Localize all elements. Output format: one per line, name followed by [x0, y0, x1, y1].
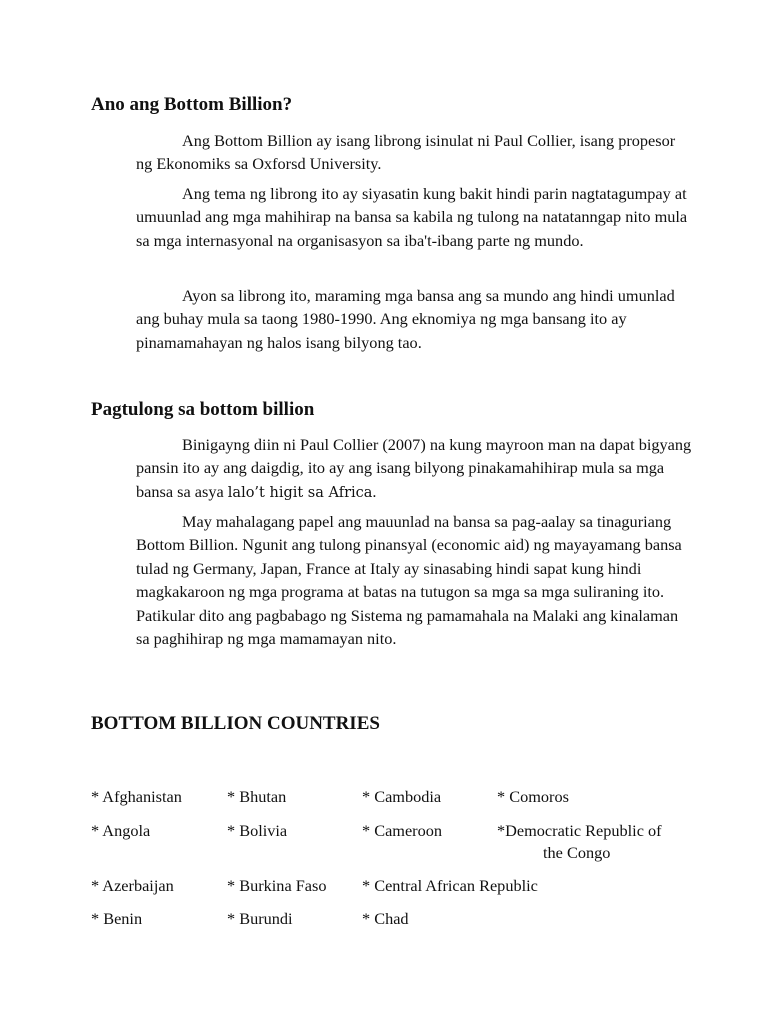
- country-item: * Afghanistan: [91, 787, 182, 806]
- country-item: * Burkina Faso: [227, 876, 327, 895]
- country-line: the Congo: [543, 843, 611, 862]
- paragraph: May mahalagang papel ang mauunlad na bansa sa pag-aalay sa tinaguriang Bottom Billion. Ngunit ang tulong pinansyal (economic aid) ng mayayamang bansa tulad ng Germany, Japan, France at Italy ay sinasabing hindi sapat kung hindi magkakaroon ng mga programa at batas na tutugon sa mga sa mga suliraning ito. Patikular dito ang pagbabago ng Sistema ng pamamahala na Malaki ang kinalaman sa paghihirap ng mga mamamayan nito.: [136, 512, 682, 649]
- paragraph: Ang Bottom Billion ay isang librong isinulat ni Paul Collier, isang propesor ng Ekonomiks sa Oxforsd University.: [136, 131, 676, 174]
- country-item: * Benin: [91, 909, 143, 928]
- country-item: * Cameroon: [362, 821, 443, 840]
- paragraph: Ayon sa librong ito, maraming mga bansa ang sa mundo ang hindi umunlad ang buhay mula sa taong 1980-1990. Ang eknomiya ng mga bansang ito ay pinamamahayan ng halos isang bilyong tao.: [136, 286, 675, 352]
- country-item: * Comoros: [497, 787, 569, 806]
- country-item: * Chad: [362, 909, 409, 928]
- paragraph-end: .: [372, 481, 377, 501]
- paragraph-text: Binigayng diin ni Paul Collier (2007) na kung mayroon man na dapat bigyang pansin ito ay ang daigdig, ito ay ang isang bilyong pinakamahihirap mula sa mga bansa sa asya: [136, 435, 692, 501]
- country-item: * Bhutan: [227, 787, 287, 806]
- country-item: * Burundi: [227, 909, 293, 928]
- country-item: * Cambodia: [362, 787, 442, 806]
- country-item: * Azerbaijan: [91, 876, 174, 895]
- country-item: * Bolivia: [227, 821, 288, 840]
- section-heading-bottom-billion: Ano ang Bottom Billion?: [91, 94, 293, 115]
- section-heading-countries: BOTTOM BILLION COUNTRIES: [91, 713, 380, 734]
- paragraph: Ang tema ng librong ito ay siyasatin kung bakit hindi parin nagtatagumpay at umuunlad ang mga mahihirap na bansa sa kabila ng tulong na natatanngap nito mula sa mga internasyonal na organisasyon sa iba't-ibang parte ng mundo.: [136, 184, 688, 250]
- country-item-multiline: [497, 820, 687, 864]
- paragraph: [136, 433, 692, 505]
- section-heading-pagtulong: Pagtulong sa bottom billion: [91, 399, 315, 420]
- country-item: * Angola: [91, 821, 151, 840]
- emphasized-text: lalo’t higit sa Africa: [227, 484, 373, 501]
- country-item: * Central African Republic: [362, 876, 538, 895]
- country-line: *Democratic Republic of: [497, 821, 662, 840]
